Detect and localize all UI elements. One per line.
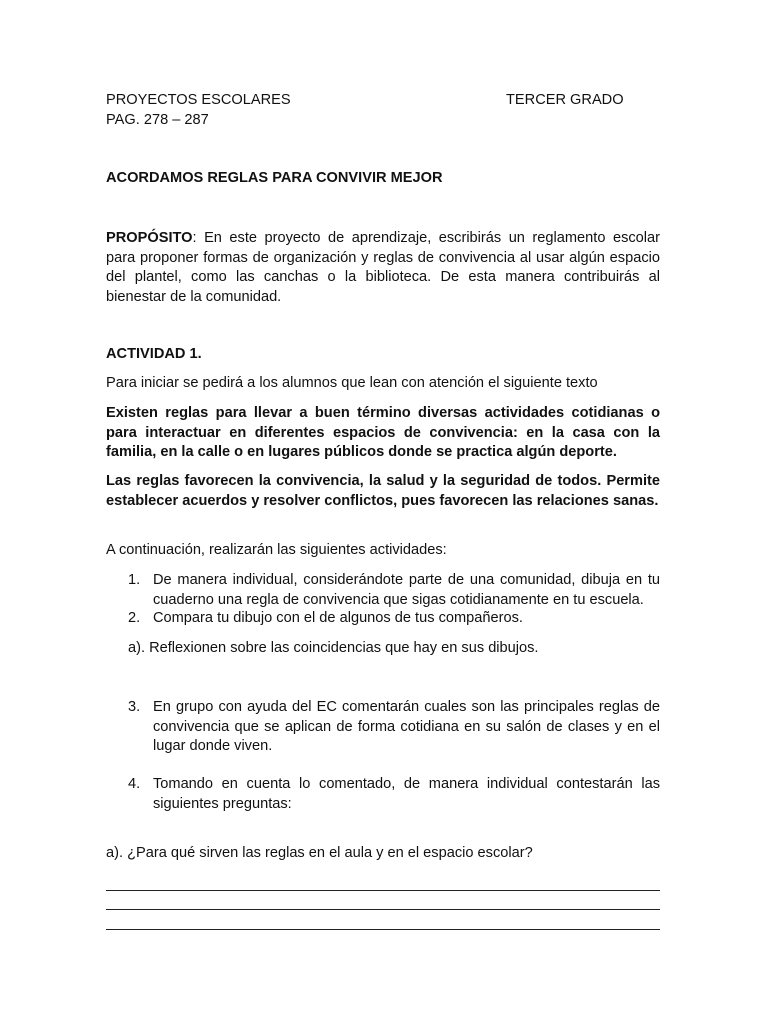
purpose-label: PROPÓSITO [106, 230, 193, 246]
grade-label: TERCER GRADO [506, 92, 624, 108]
document-title: ACORDAMOS REGLAS PARA CONVIVIR MEJOR [106, 170, 443, 186]
list-item [128, 609, 660, 629]
pages-label: PAG. 278 – 287 [106, 111, 209, 128]
subject-label: PROYECTOS ESCOLARES [106, 92, 291, 108]
list-item [128, 571, 660, 610]
list-item-text: De manera individual, considerándote parte de una comunidad, dibuja en tu cuaderno una regla de convivencia que sigas cotidianamente en tu escuela. [153, 572, 660, 608]
answer-line [106, 890, 660, 891]
document-header-right [506, 91, 624, 111]
list-item-text: Compara tu dibujo con el de algunos de tus compañeros. [153, 610, 523, 626]
sub-item-a: a). Reflexionen sobre las coincidencias que hay en sus dibujos. [128, 640, 539, 656]
list-item-number: 2. [128, 610, 141, 626]
list-item-number: 4. [128, 776, 141, 792]
list-item-number: 1. [128, 572, 141, 588]
activity-intro: Para iniciar se pedirá a los alumnos que lean con atención el siguiente texto [106, 375, 598, 391]
question-a: a). ¿Para qué sirven las reglas en el aula y en el espacio escolar? [106, 845, 533, 861]
reading-paragraph-1: Existen reglas para llevar a buen término diversas actividades cotidianas o para interactuar en diferentes espacios de convivencia: en la casa con la familia, en la calle o en lugares públicos donde se practica algún deporte. [106, 405, 660, 460]
document-header-left [106, 91, 291, 130]
purpose-paragraph [106, 229, 660, 307]
purpose-text: : En este proyecto de aprendizaje, escribirás un reglamento escolar para proponer formas de organización y reglas de convivencia al usar algún espacio del plantel, como las canchas o la biblioteca. De esta manera contribuirás al bienestar de la comunidad. [106, 230, 660, 305]
list-item-number: 3. [128, 699, 141, 715]
reading-paragraph-2: Las reglas favorecen la convivencia, la salud y la seguridad de todos. Permite establecer acuerdos y resolver conflictos, pues favorecen las relaciones sanas. [106, 473, 660, 509]
answer-line [106, 929, 660, 930]
continuation-text: A continuación, realizarán las siguientes actividades: [106, 542, 447, 558]
activity-title: ACTIVIDAD 1. [106, 346, 202, 362]
list-item-text: En grupo con ayuda del EC comentarán cuales son las principales reglas de convivencia que se aplican de forma cotidiana en su salón de clases y en el lugar donde viven. [153, 699, 660, 754]
list-item [128, 775, 660, 814]
list-item [128, 698, 660, 757]
list-item-text: Tomando en cuenta lo comentado, de manera individual contestarán las siguientes preguntas: [153, 776, 660, 812]
answer-line [106, 909, 660, 910]
